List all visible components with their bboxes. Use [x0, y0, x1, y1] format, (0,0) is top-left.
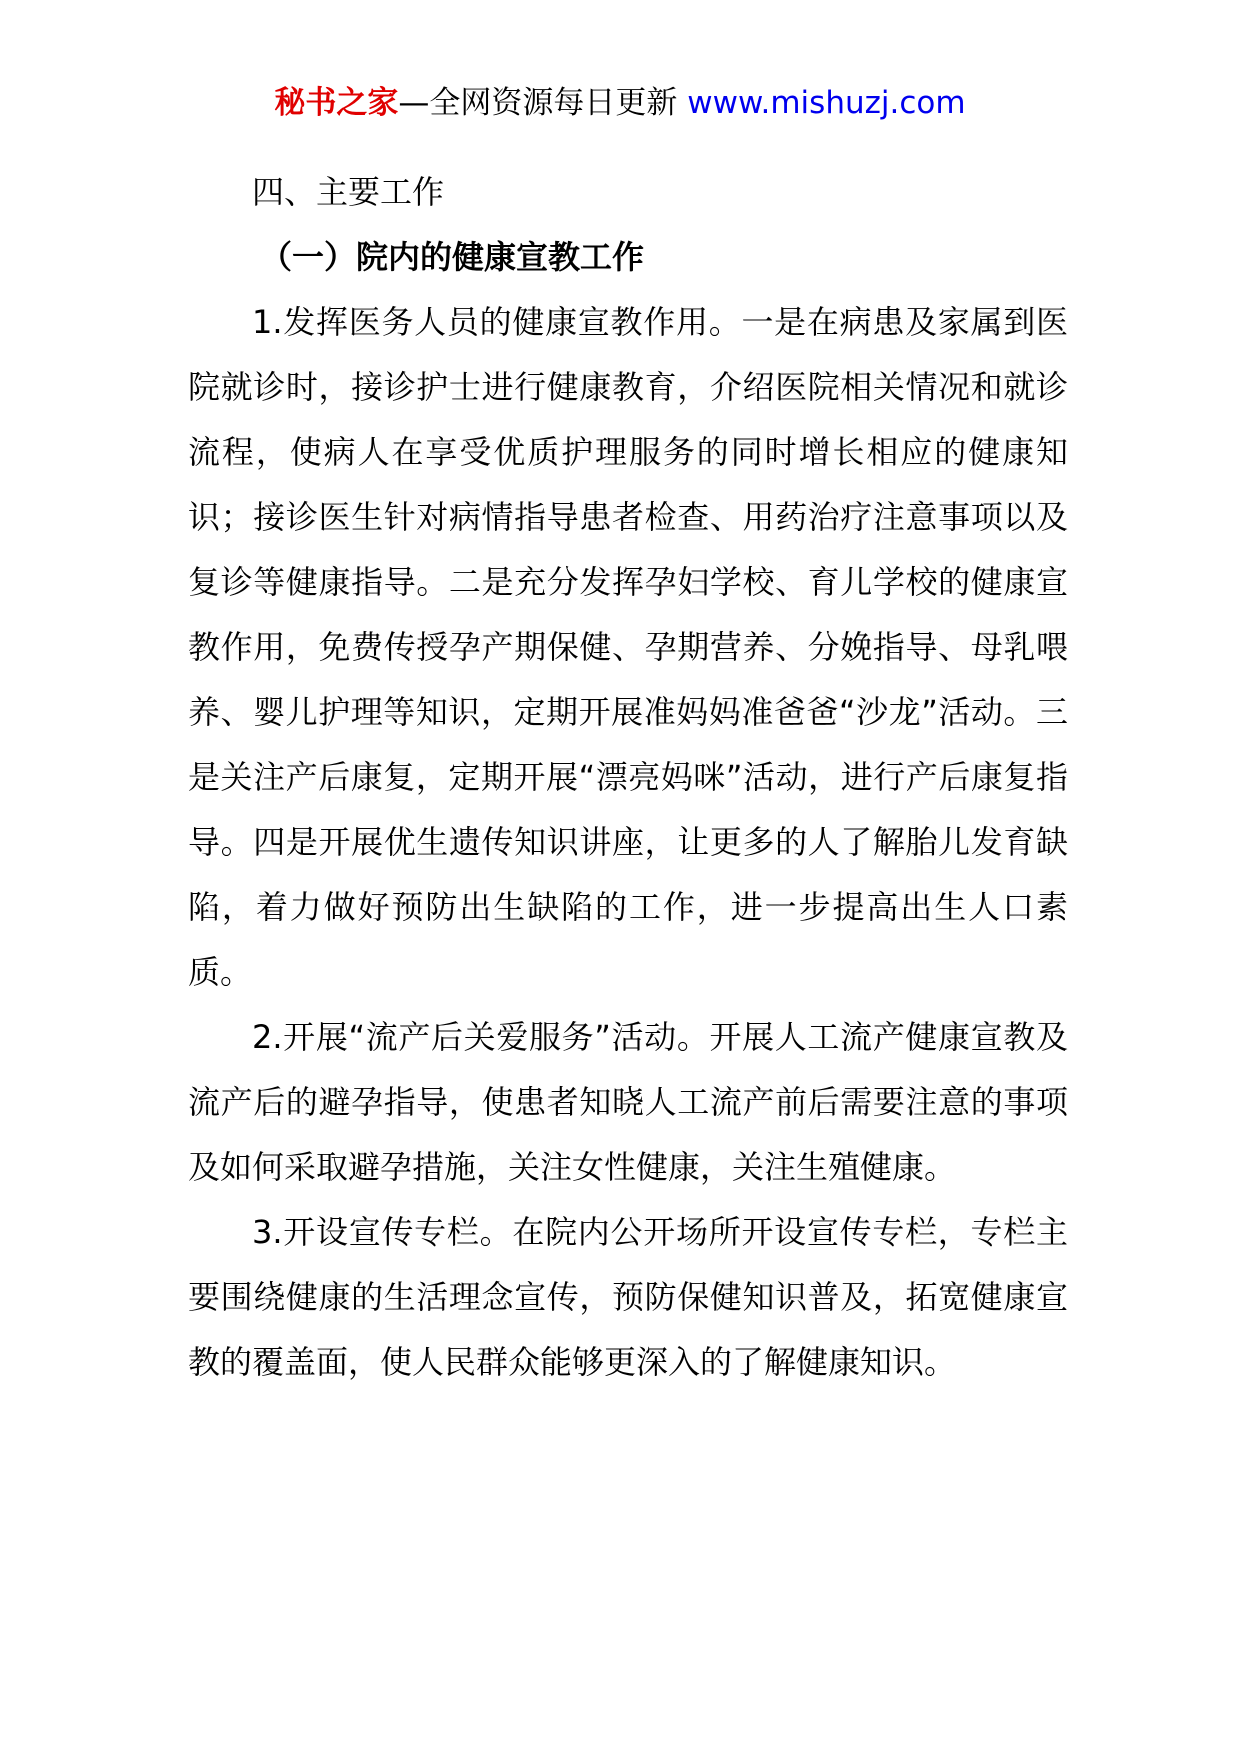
- document-body: [188, 160, 1068, 1395]
- site-brand: 秘书之家: [274, 85, 399, 121]
- paragraph-3: 3.开设宣传专栏。在院内公开场所开设宣传专栏，专栏主要围绕健康的生活理念宣传，预防保健知识普及，拓宽健康宣教的覆盖面，使人民群众能够更深入的了解健康知识。: [188, 1213, 1068, 1381]
- site-slogan: —全网资源每日更新: [398, 85, 688, 121]
- subsection-heading: （一）院内的健康宣教工作: [260, 238, 645, 276]
- site-header: [0, 80, 1240, 126]
- paragraph-1: 1.发挥医务人员的健康宣教作用。一是在病患及家属到医院就诊时，接诊护士进行健康教育，介绍医院相关情况和就诊流程，使病人在享受优质护理服务的同时增长相应的健康知识；接诊医生针对病情指导患者检查、用药治疗注意事项以及复诊等健康指导。二是充分发挥孕妇学校、育儿学校的健康宣教作用，免费传授孕产期保健、孕期营养、分娩指导、母乳喂养、婴儿护理等知识，定期开展准妈妈准爸爸“沙龙”活动。三是关注产后康复，定期开展“漂亮妈咪”活动，进行产后康复指导。四是开展优生遗传知识讲座，让更多的人了解胎儿发育缺陷，着力做好预防出生缺陷的工作，进一步提高出生人口素质。: [188, 303, 1068, 991]
- site-url-link[interactable]: www.mishuzj.com: [687, 85, 966, 121]
- paragraph-2: 2.开展“流产后关爱服务”活动。开展人工流产健康宣教及流产后的避孕指导，使患者知晓人工流产前后需要注意的事项及如何采取避孕措施，关注女性健康，关注生殖健康。: [188, 1018, 1068, 1186]
- section-heading: 四、主要工作: [252, 173, 445, 211]
